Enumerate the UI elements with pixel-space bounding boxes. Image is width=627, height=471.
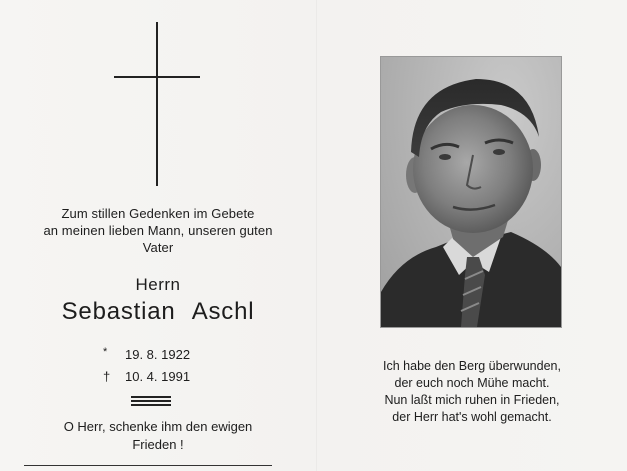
death-cross-icon: † [103, 369, 111, 384]
memorial-verse [364, 358, 580, 426]
deceased-name: Sebastian Aschl [61, 298, 255, 325]
verse-line: Ich habe den Berg überwunden, [383, 359, 561, 373]
prayer-text [0, 418, 316, 454]
divider-line [131, 396, 171, 398]
death-date: 10. 4. 1991 [125, 369, 191, 384]
birth-date: 19. 8. 1922 [125, 347, 191, 362]
verse-line: Nun laßt mich ruhen in Frieden, [384, 393, 560, 407]
dedication-line-1: Zum stillen Gedenken im Gebete [61, 206, 255, 221]
verse-line: der Herr hat's wohl gemacht. [392, 410, 552, 424]
birth-date-row [103, 344, 190, 366]
prayer-line-1: O Herr, schenke ihm den ewigen [63, 419, 253, 434]
dedication-line-3: Vater [142, 240, 174, 255]
verse-line: der euch noch Mühe macht. [394, 376, 550, 390]
portrait-photo [380, 56, 562, 328]
divider-line [131, 400, 171, 402]
divider-line [131, 404, 171, 406]
bottom-rule [24, 465, 272, 466]
portrait-illustration [381, 57, 561, 327]
cross-vertical-bar [156, 22, 158, 186]
dedication-text [0, 205, 316, 256]
birth-star-icon: * [103, 346, 108, 358]
cross-horizontal-bar [114, 76, 200, 78]
honorific-title: Herrn [135, 275, 181, 294]
prayer-line-2: Frieden ! [132, 437, 184, 452]
card-fold [316, 0, 317, 471]
dedication-line-2: an meinen lieben Mann, unseren guten [43, 223, 273, 238]
life-dates [103, 344, 190, 388]
death-date-row [103, 366, 190, 388]
